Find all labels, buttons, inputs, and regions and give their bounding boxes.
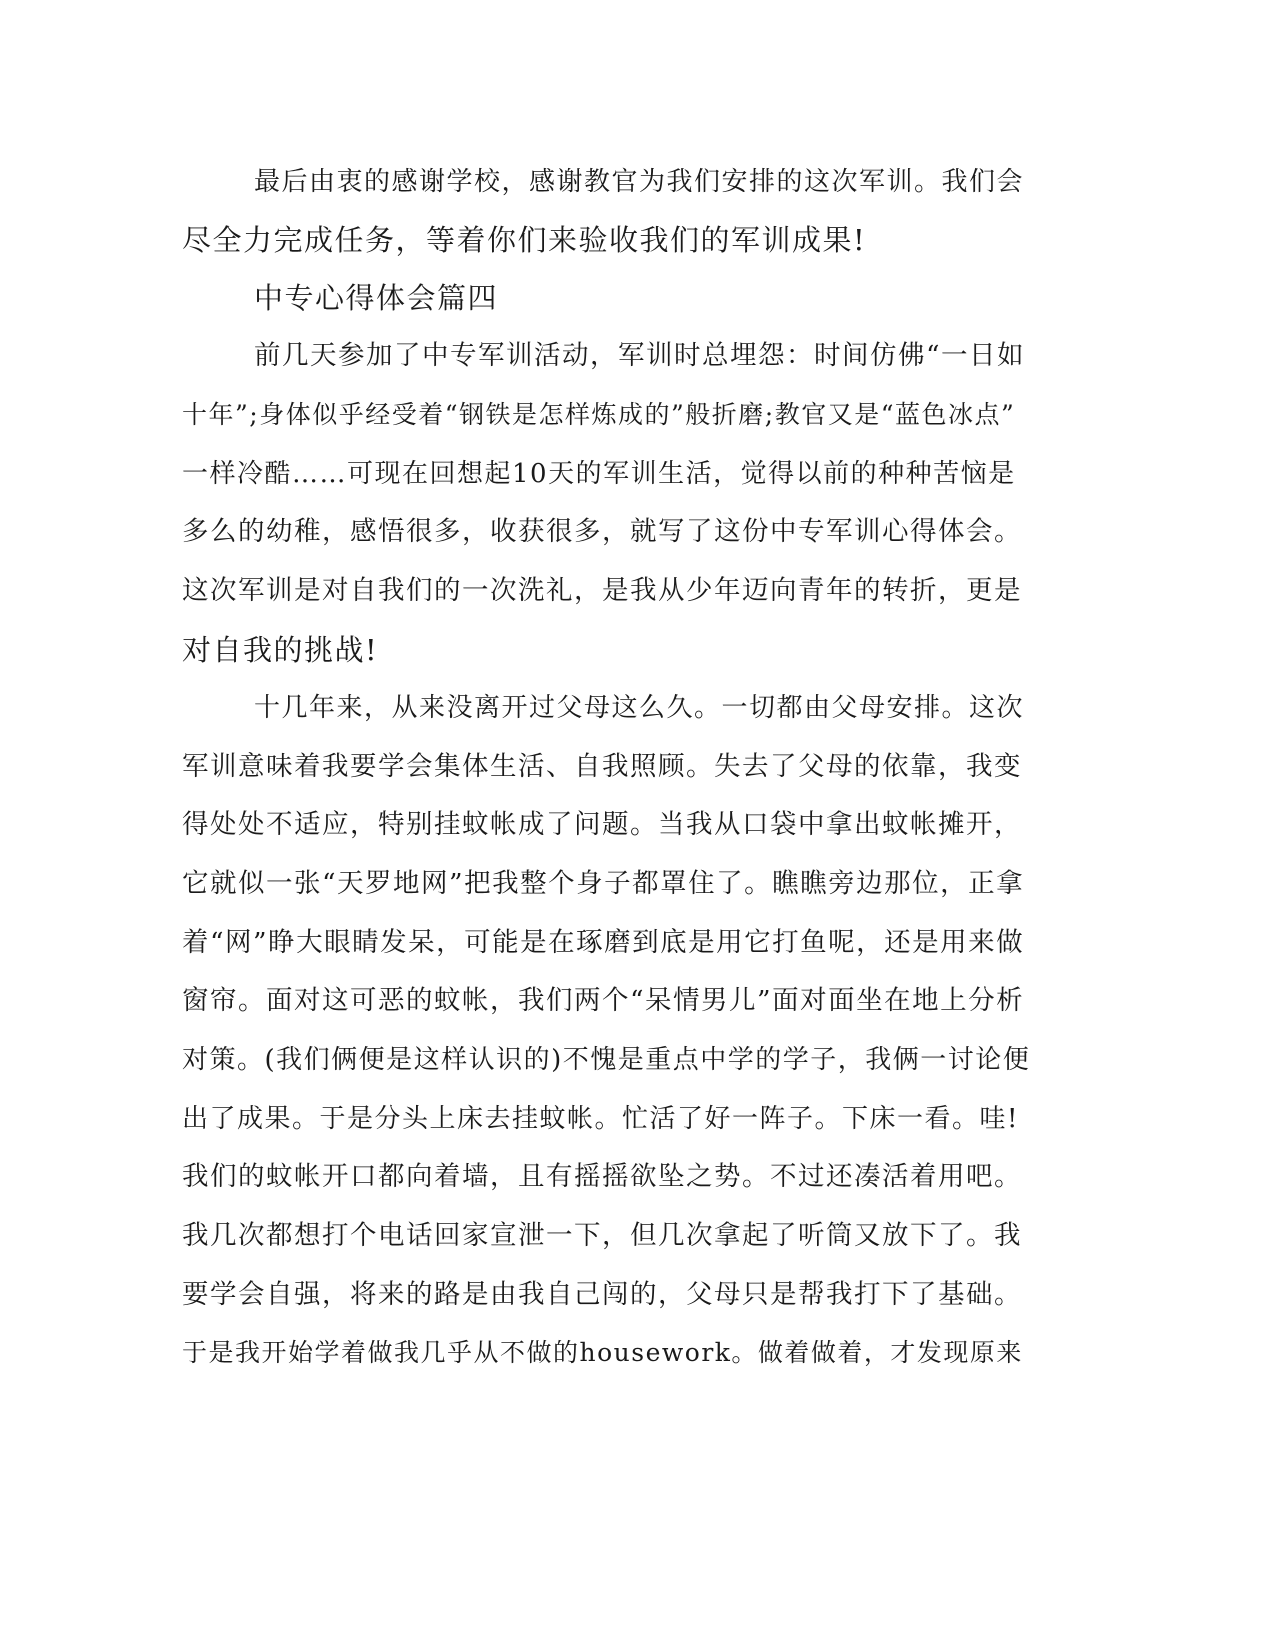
text-line: 前几天参加了中专军训活动，军训时总埋怨：时间仿佛“一日如 bbox=[254, 340, 1026, 371]
text-line: 出了成果。于是分头上床去挂蚊帐。忙活了好一阵子。下床一看。哇! bbox=[182, 1104, 1019, 1134]
text-line: 多么的幼稚，感悟很多，收获很多，就写了这份中专军训心得体会。 bbox=[182, 516, 1022, 547]
text-line: 军训意味着我要学会集体生活、自我照顾。失去了父母的依靠，我变 bbox=[182, 751, 1022, 782]
text-line: 十年”;身体似乎经受着“钢铁是怎样炼成的”般折磨;教官又是“蓝色冰点” bbox=[182, 400, 1016, 429]
text-line: 着“网”睁大眼睛发呆，可能是在琢磨到底是用它打鱼呢，还是用来做 bbox=[182, 927, 1025, 958]
text-line: 尽全力完成任务，等着你们来验收我们的军训成果! bbox=[182, 223, 867, 257]
text-line: 于是我开始学着做我几乎从不做的housework。做着做着，才发现原来 bbox=[182, 1338, 1023, 1367]
text-line: 十几年来，从来没离开过父母这么久。一切都由父母安排。这次 bbox=[254, 693, 1025, 723]
text-line: 这次军训是对自我们的一次洗礼，是我从少年迈向青年的转折，更是 bbox=[182, 575, 1022, 606]
text-line: 对自我的挑战! bbox=[182, 633, 379, 667]
text-line: 最后由衷的感谢学校，感谢教官为我们安排的这次军训。我们会 bbox=[254, 167, 1025, 197]
text-line: 对策。(我们俩便是这样认识的)不愧是重点中学的学子，我俩一讨论便 bbox=[182, 1045, 1031, 1075]
text-line: 一样冷酷……可现在回想起10天的军训生活，觉得以前的种种苦恼是 bbox=[182, 459, 1016, 489]
text-line: 得处处不适应，特别挂蚊帐成了问题。当我从口袋中拿出蚊帐摊开， bbox=[182, 809, 1022, 840]
text-line: 窗帘。面对这可恶的蚊帐，我们两个“呆情男儿”面对面坐在地上分析 bbox=[182, 985, 1025, 1016]
text-line: 要学会自强，将来的路是由我自己闯的，父母只是帮我打下了基础。 bbox=[182, 1279, 1022, 1310]
text-line: 我们的蚊帐开口都向着墙，且有摇摇欲坠之势。不过还凑活着用吧。 bbox=[182, 1161, 1022, 1192]
text-line: 我几次都想打个电话回家宣泄一下，但几次拿起了听筒又放下了。我 bbox=[182, 1220, 1022, 1251]
section-heading: 中专心得体会篇四 bbox=[254, 281, 499, 315]
text-line: 它就似一张“天罗地网”把我整个身子都罩住了。瞧瞧旁边那位，正拿 bbox=[182, 868, 1025, 899]
